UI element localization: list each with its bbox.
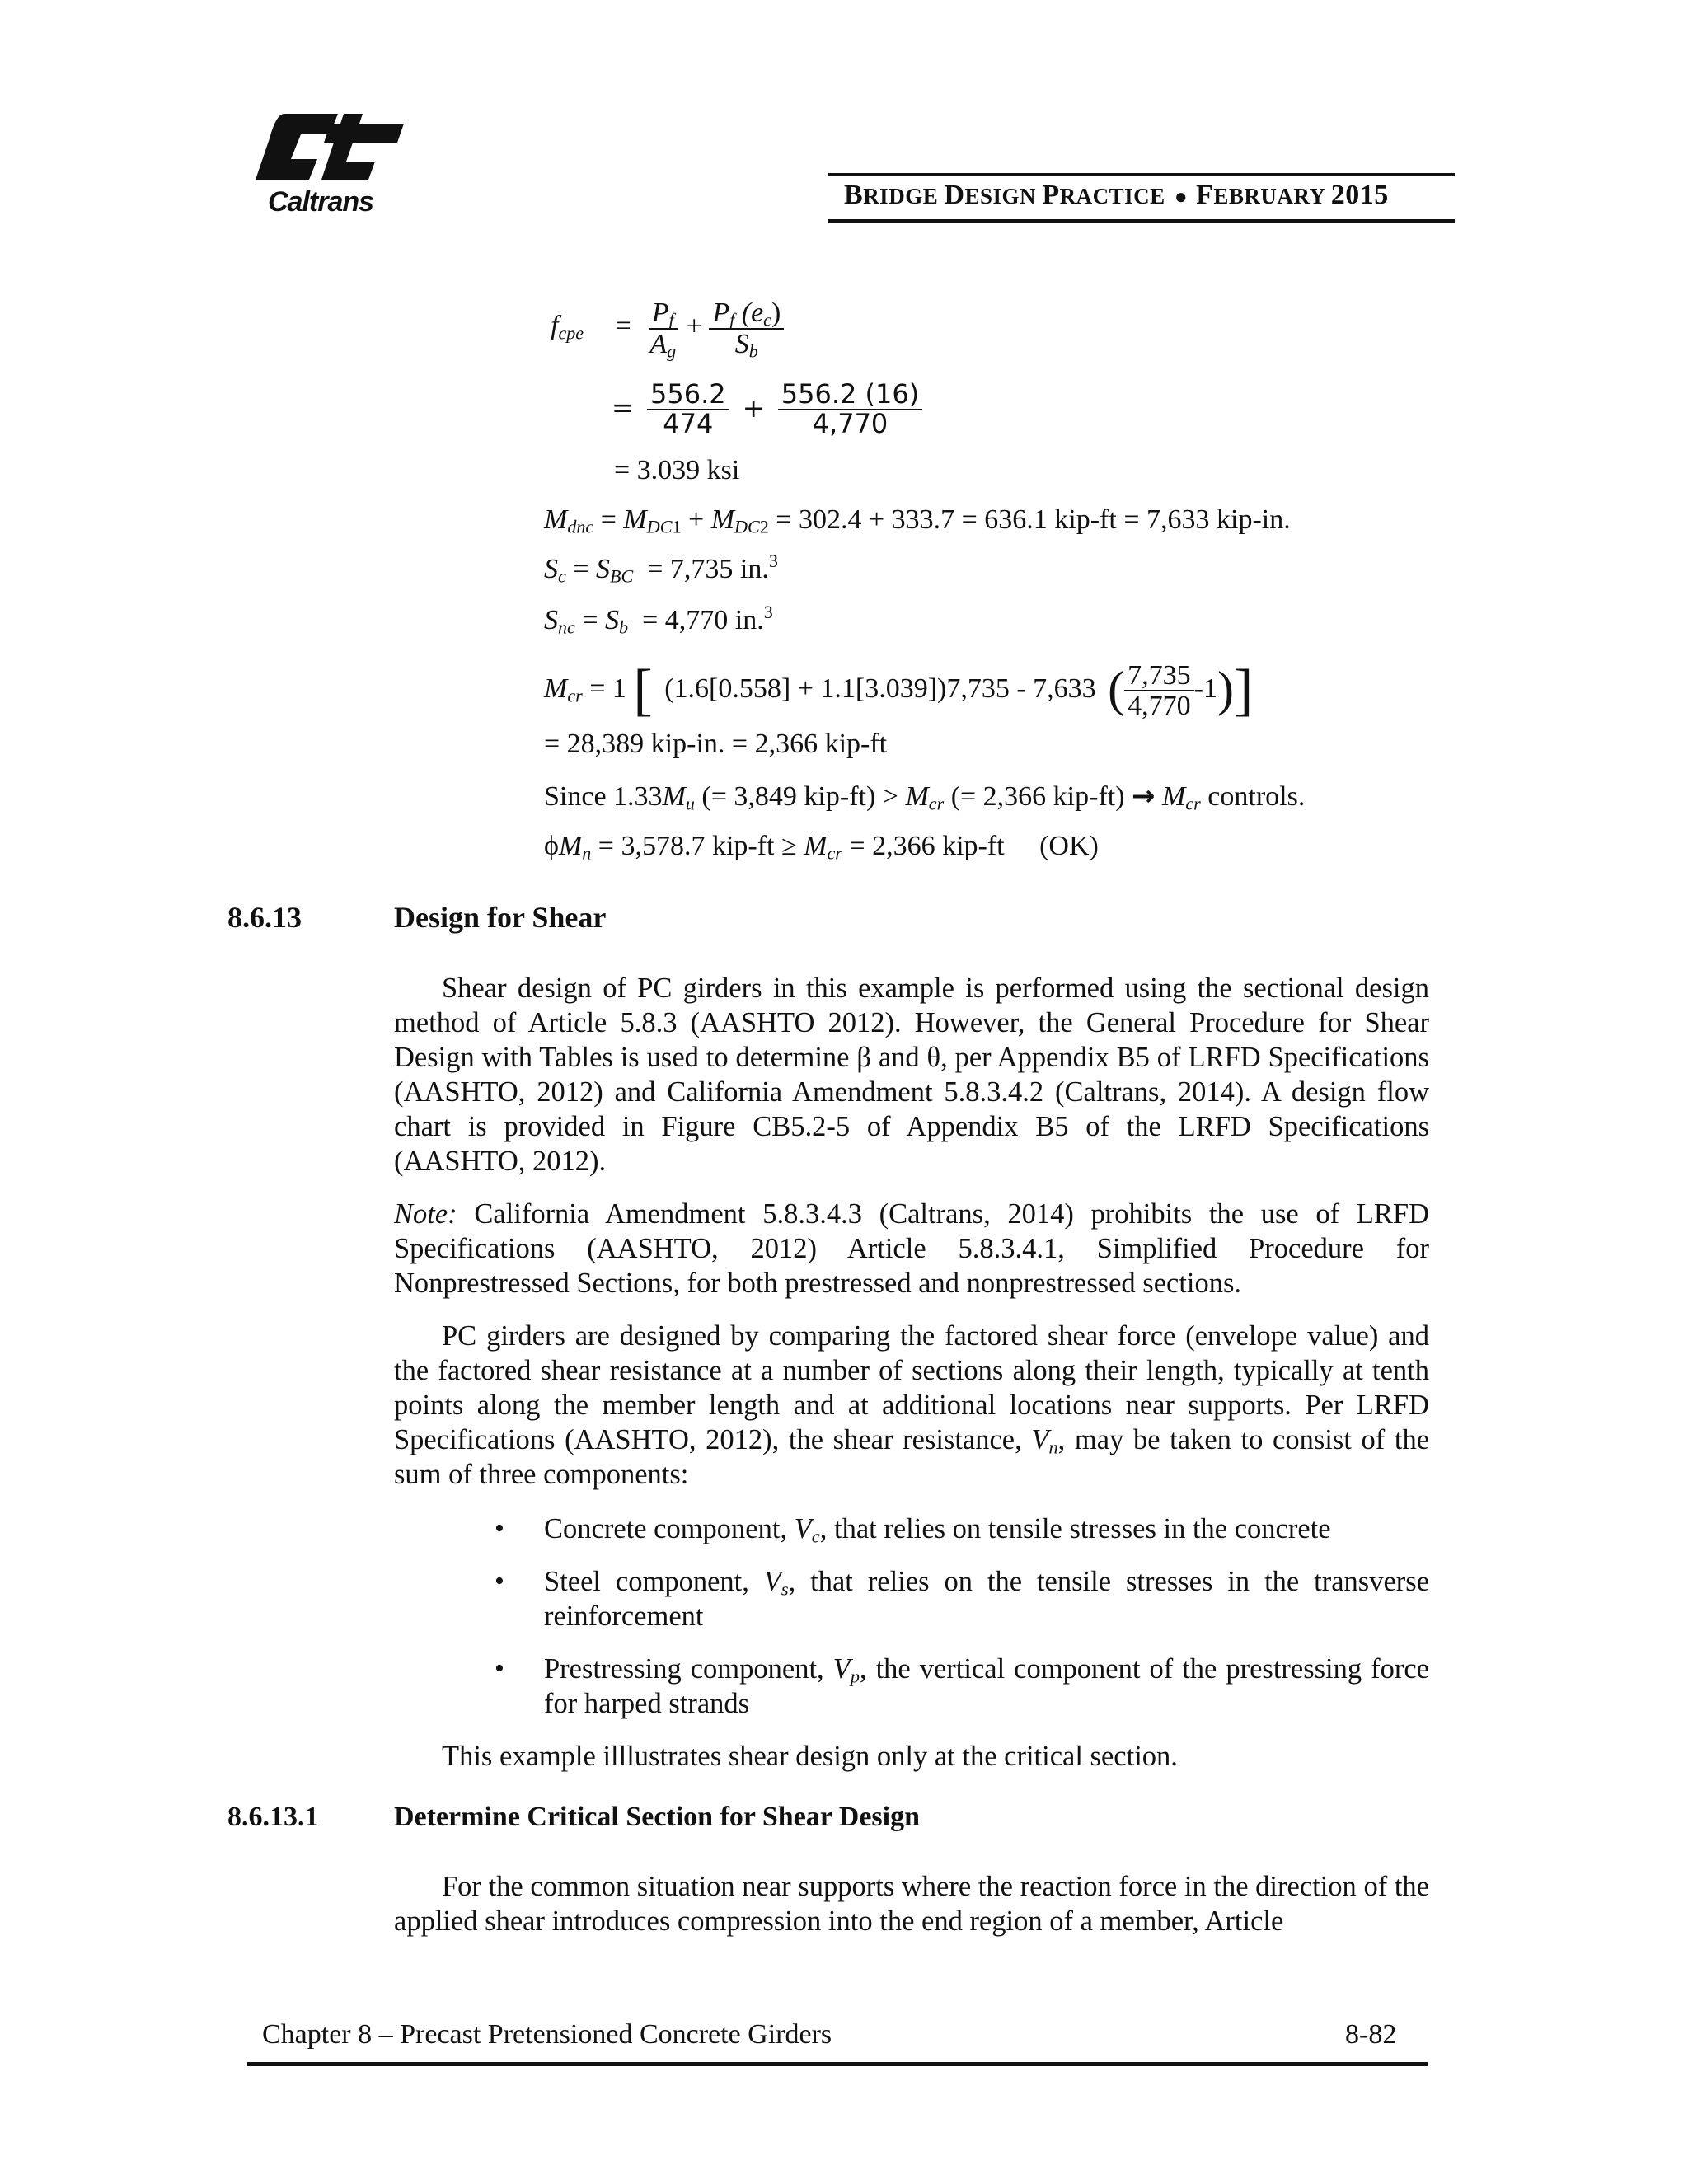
note-paragraph: Note: California Amendment 5.8.3.4.3 (Caltrans, 2014) prohibits the use of LRFD Specifications (AASHTO, 2012) Article 5.8.3.4.1, Simplified Procedure for Nonprestressed Sections, for both prestressed and nonprestressed sections. <box>394 1198 1429 1299</box>
section-number-8-6-13: 8.6.13 <box>227 901 302 934</box>
section-title-design-for-shear: Design for Shear <box>394 901 607 934</box>
footer-page-number: 8-82 <box>1345 2019 1397 2050</box>
shear-design-paragraph: Shear design of PC girders in this example is performed using the sectional design method of Article 5.8.3 (AASHTO 2012). However, the General Procedure for Shear Design with Tables is used to determine β and θ, per Appendix B5 of LRFD Specifications (AASHTO, 2012) and California Amendment 5.8.3.4.2 (Caltrans, 2014). A design flow chart is provided in Figure CB5.2-5 of Appendix B5 of the LRFD Specifications (AASHTO, 2012). <box>394 972 1429 1177</box>
mdnc-equation: $M_{dnc} = M_{DC1} + M_{DC2} = 302.4 + 333.7 = 636.1$ kip-ft = 7,633 kip-in. <box>544 504 1291 537</box>
caltrans-logo <box>251 105 416 229</box>
caltrans-wordmark: Caltrans <box>268 186 374 218</box>
snc-equation: $S_{nc} = S_b = 4,770$ in.$^3$ <box>544 601 773 638</box>
bullet-concrete-component: • Concrete component, $V_c$, that relies on tensile stresses in the concrete <box>495 1513 1331 1547</box>
fcpe-result: = 3.039 ksi <box>614 455 740 485</box>
bullet-prestressing-component: • Prestressing component, $V_p$, the vertical component of the prestressing force for harped strands <box>495 1653 1429 1719</box>
mcr-equation: $M_{cr} = 1$ [ (1.6[0.558] + 1.1[3.039])7,735 - 7,633 ( $\frac{7,735}{4,770}$ -1)] <box>544 658 1254 722</box>
phi-mn-check: $\phi M_n = 3,578.7$ $kip-ft \ge M_{cr} = 2,366$ kip-ft (OK) <box>544 831 1099 864</box>
critical-section-paragraph: For the common situation near supports where the reaction force in the direction of the applied shear introduces compression into the end region of a member, Article <box>394 1871 1429 1937</box>
header-rule-bottom <box>828 219 1455 223</box>
mcr-result: = 28,389 kip-in. = 2,366 kip-ft <box>544 729 888 759</box>
footer-chapter-title: Chapter 8 – Precast Pretensioned Concrete Girders <box>262 2019 832 2050</box>
section-number-8-6-13-1: 8.6.13.1 <box>227 1802 319 1832</box>
mcr-controls-statement: Since $1.33M_u$ (= 3,849 $kip-ft) > M_{cr}$ (= 2,366 $kip-ft) \to M_{cr}$ controls. <box>544 780 1306 814</box>
running-header-title: BRIDGE DESIGN PRACTICE ● FEBRUARY 2015 <box>844 180 1389 210</box>
closing-sentence: This example illlustrates shear design only at the critical section. <box>442 1741 1178 1772</box>
header-rule-top <box>828 173 1455 176</box>
fcpe-equation-line2: = $\frac{556.2}{474}$ + $\frac{556.2 (16)}{4,770}$ <box>612 381 922 438</box>
pc-girders-paragraph: PC girders are designed by comparing the factored shear force (envelope value) and the factored shear resistance at a number of sections along their length, typically at tenth points along the member length and at additional locations near supports. Per LRFD Specifications (AASHTO, 2012), the shear resistance, $V_n$, may be taken to consist of the sum of three components: <box>394 1320 1430 1490</box>
arrow-right-icon: → <box>1132 780 1156 813</box>
sc-equation: $S_c = S_{BC} = 7,735$ in.$^3$ <box>544 550 778 587</box>
section-title-critical-section: Determine Critical Section for Shear Design <box>394 1802 920 1832</box>
footer-rule <box>247 2062 1428 2066</box>
fcpe-equation-line1: $f_{cpe}$ = $\frac{P_f}{A_g}$ + $\frac{P_f (e_c)}{S_b}$ <box>551 298 784 359</box>
bullet-steel-component: • Steel component, $V_s$, that relies on the tensile stresses in the transverse reinforcement <box>495 1566 1430 1632</box>
